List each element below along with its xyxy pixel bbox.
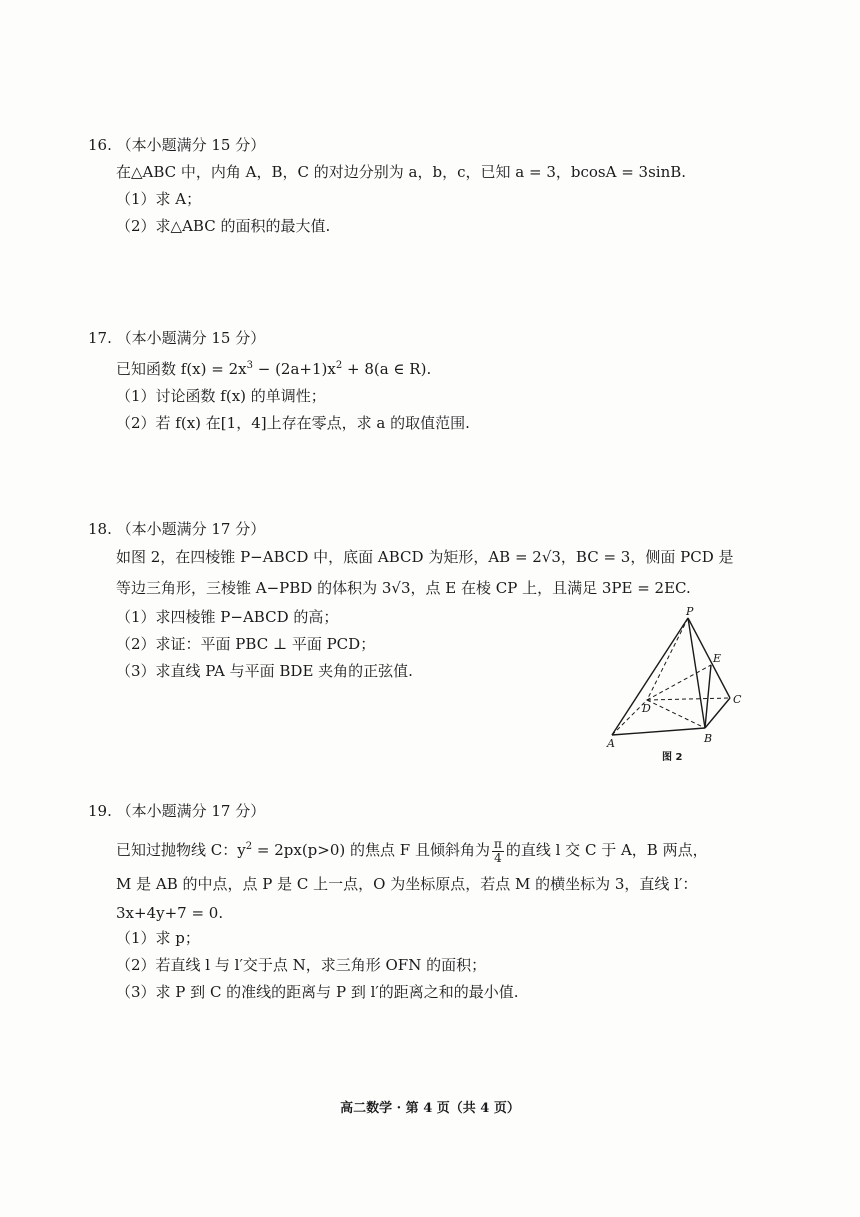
pi-over-4-fraction	[492, 838, 504, 865]
edge-PD	[647, 618, 688, 700]
edge-DB	[647, 700, 705, 728]
p19-text-1: 已知过抛物线 C：y	[116, 841, 246, 859]
problem-17-part-2: （2）若 f(x) 在[1，4]上存在零点，求 a 的取值范围.	[116, 414, 470, 432]
page-footer: 高二数学 · 第 4 页（共 4 页）	[340, 1101, 520, 1116]
problem-17-statement	[116, 352, 768, 383]
problem-16-statement: 在△ABC 中，内角 A，B，C 的对边分别为 a，b，c，已知 a = 3，bcosA = 3sinB.	[116, 163, 687, 181]
problem-16-header: 16. （本小题满分 15 分）	[88, 136, 266, 154]
p19-text-3: 的直线 l 交 C 于 A，B 两点，	[505, 841, 708, 859]
problem-19-header: 19. （本小题满分 17 分）	[88, 802, 266, 820]
edge-DC	[647, 698, 730, 700]
label-C: C	[733, 693, 742, 706]
problem-18-part-2: （2）求证：平面 PBC ⊥ 平面 PCD；	[116, 635, 376, 653]
p17-exp-1: 3	[246, 360, 253, 371]
p19-exp: 2	[245, 841, 253, 852]
problem-19-statement-3: 3x+4y+7 = 0.	[116, 904, 224, 922]
p17-exp-2: 2	[335, 360, 343, 371]
label-A: A	[607, 737, 615, 750]
problem-18-part-1: （1）求四棱锥 P−ABCD 的高；	[116, 608, 339, 626]
problem-16-part-2: （2）求△ABC 的面积的最大值.	[116, 217, 331, 235]
p17-expr-1: 已知函数 f(x) = 2x	[116, 360, 247, 378]
problem-18-statement-2: 等边三角形，三棱锥 A−PBD 的体积为 3√3，点 E 在棱 CP 上，且满足 3PE = 2EC.	[116, 579, 691, 597]
figure-caption: 图 2	[662, 752, 683, 763]
p19-text-2: = 2px(p>0) 的焦点 F 且倾斜角为	[252, 841, 490, 859]
problem-19-statement-2: M 是 AB 的中点，点 P 是 C 上一点，O 为坐标原点，若点 M 的横坐标为 3，直线 l′：	[116, 875, 698, 893]
p17-expr-2: − (2a+1)x	[252, 360, 336, 378]
problem-19-part-1: （1）求 p；	[116, 929, 200, 947]
problem-17-part-1: （1）讨论函数 f(x) 的单调性；	[116, 387, 326, 405]
pyramid-diagram	[598, 604, 748, 774]
label-D: D	[642, 702, 651, 715]
pyramid-figure	[598, 604, 748, 774]
label-P: P	[686, 605, 694, 618]
problem-16	[88, 134, 768, 240]
edge-BE	[705, 665, 711, 728]
edge-BC	[705, 698, 730, 728]
problem-18-statement-1: 如图 2，在四棱锥 P−ABCD 中，底面 ABCD 为矩形，AB = 2√3，BC = 3，侧面 PCD 是	[116, 548, 734, 566]
problem-19-statement-1	[116, 830, 768, 867]
p17-expr-3: + 8(a ∈ R).	[342, 360, 432, 378]
edge-DE	[647, 665, 711, 700]
fraction-denominator: 4	[494, 850, 502, 865]
problem-19-part-3: （3）求 P 到 C 的准线的距离与 P 到 l′的距离之和的最小值.	[116, 983, 519, 1001]
problem-18-part-3: （3）求直线 PA 与平面 BDE 夹角的正弦值.	[116, 662, 413, 680]
edge-AB	[612, 728, 705, 735]
problem-19-part-2: （2）若直线 l 与 l′交于点 N，求三角形 OFN 的面积；	[116, 956, 487, 974]
problem-16-part-1: （1）求 A；	[116, 190, 202, 208]
label-E: E	[713, 652, 722, 665]
label-B: B	[704, 732, 713, 745]
problem-17-header: 17. （本小题满分 15 分）	[88, 329, 266, 347]
fraction-numerator: π	[493, 836, 502, 851]
problem-17	[88, 327, 768, 437]
problem-19	[88, 800, 768, 1006]
edge-PA	[612, 618, 688, 735]
problem-18-header: 18. （本小题满分 17 分）	[88, 520, 266, 538]
